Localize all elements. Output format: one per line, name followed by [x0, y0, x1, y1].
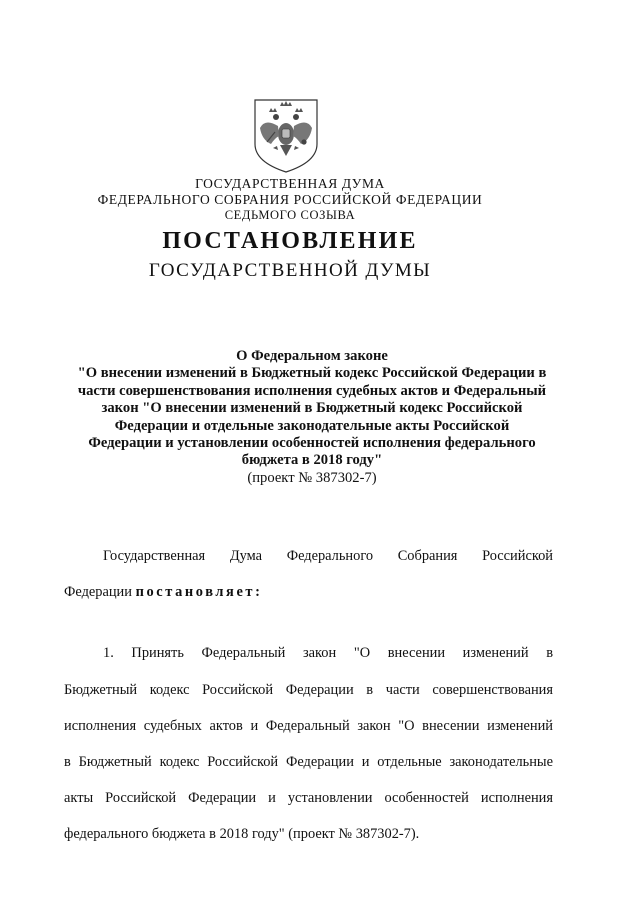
subject-line: закон "О внесении изменений в Бюджетный кодекс Российской [101, 400, 523, 417]
preamble-line-1: Государственная Дума Федерального Собрания Российской [103, 548, 553, 564]
subject-line: бюджета в 2018 году" [241, 452, 383, 469]
preamble-line-2 [64, 584, 263, 601]
project-number: (проект № 387302-7) [247, 469, 377, 486]
subject-line: Федерации и установлении особенностей исполнения федерального [88, 435, 536, 452]
convocation-line: СЕДЬМОГО СОЗЫВА [224, 208, 356, 222]
org-name-line-2: ФЕДЕРАЛЬНОГО СОБРАНИЯ РОССИЙСКОЙ ФЕДЕРАЦИИ [97, 192, 483, 207]
subject-line: части совершенствования исполнения судебных актов и Федеральный [77, 382, 547, 399]
subject-line: Федерации и отдельные законодательные акты Российской [114, 417, 510, 434]
clause-1-line: Бюджетный кодекс Российской Федерации в части совершенствования [64, 682, 553, 698]
clause-1-line-last: федерального бюджета в 2018 году" (проект № 387302-7). [64, 826, 420, 842]
coat-of-arms-icon [249, 96, 323, 174]
clause-1-line: 1. Принять Федеральный закон "О внесении изменений в [103, 645, 553, 661]
clause-1-line: акты Российской Федерации и установлении особенностей исполнения [64, 790, 553, 806]
org-name-line-1: ГОСУДАРСТВЕННАЯ ДУМА [195, 176, 385, 191]
subject-line: "О внесении изменений в Бюджетный кодекс Российской Федерации в [77, 365, 547, 382]
document-type-title: ПОСТАНОВЛЕНИЕ [162, 228, 418, 254]
clause-1-line: в Бюджетный кодекс Российской Федерации и отдельные законодательные [64, 754, 553, 770]
preamble-text: Федерации [64, 584, 136, 600]
subject-line: О Федеральном законе [236, 348, 388, 364]
document-issuer: ГОСУДАРСТВЕННОЙ ДУМЫ [148, 260, 432, 281]
resolution-verb: постановляет: [135, 584, 263, 600]
clause-1-line: исполнения судебных актов и Федеральный закон "О внесении изменений [64, 718, 553, 734]
document-subject [62, 348, 562, 487]
